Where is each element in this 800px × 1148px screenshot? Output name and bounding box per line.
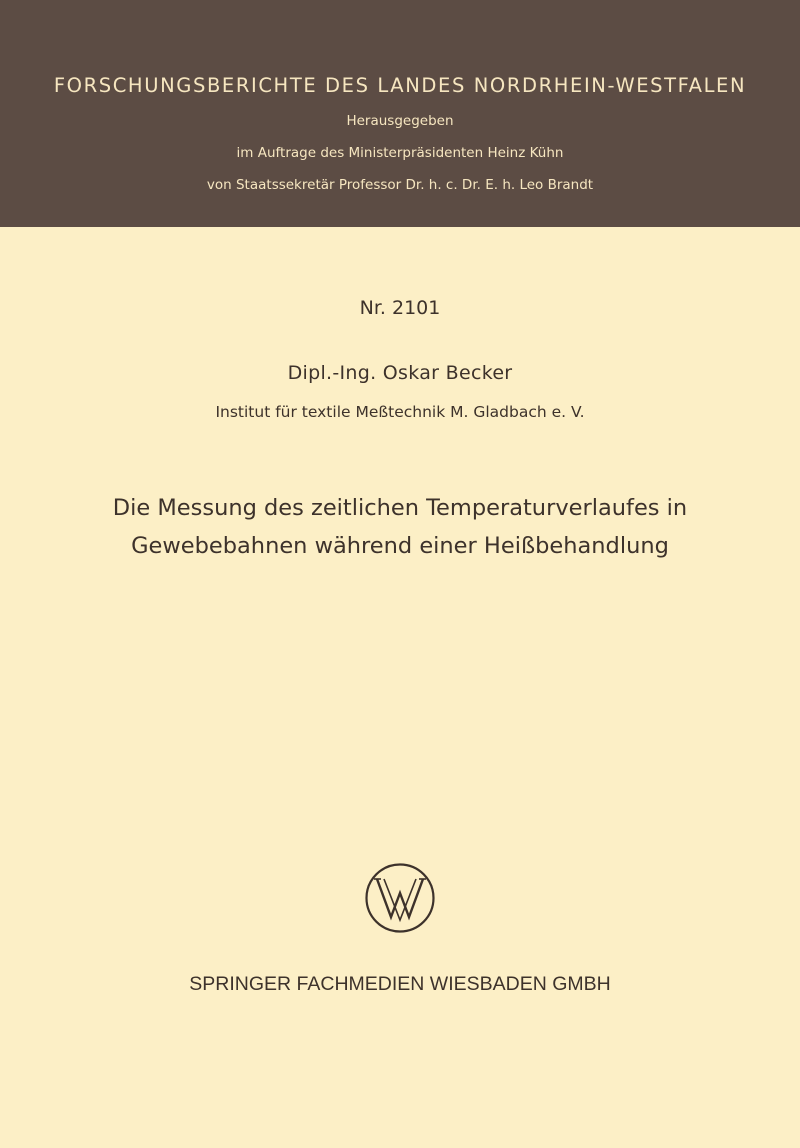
publisher-logo-icon	[364, 862, 436, 934]
report-number: Nr. 2101	[359, 297, 441, 319]
editor-line-auftrag: im Auftrage des Ministerpräsidenten Heinz Kühn	[236, 145, 564, 161]
editor-line-staatssekretaer: von Staatssekretär Professor Dr. h. c. Dr. E. h. Leo Brandt	[206, 177, 594, 193]
author-institute: Institut für textile Meßtechnik M. Gladbach e. V.	[215, 403, 585, 421]
editor-line-herausgegeben: Herausgegeben	[346, 113, 454, 129]
author-name: Dipl.-Ing. Oskar Becker	[287, 362, 513, 384]
series-header-band	[0, 0, 800, 227]
report-title-line-1: Die Messung des zeitlichen Temperaturverlaufes in	[112, 495, 688, 521]
report-title-line-2: Gewebebahnen während einer Heißbehandlung	[131, 533, 669, 559]
publisher-name: SPRINGER FACHMEDIEN WIESBADEN GMBH	[189, 973, 611, 995]
series-title: FORSCHUNGSBERICHTE DES LANDES NORDRHEIN-WESTFALEN	[53, 74, 747, 97]
